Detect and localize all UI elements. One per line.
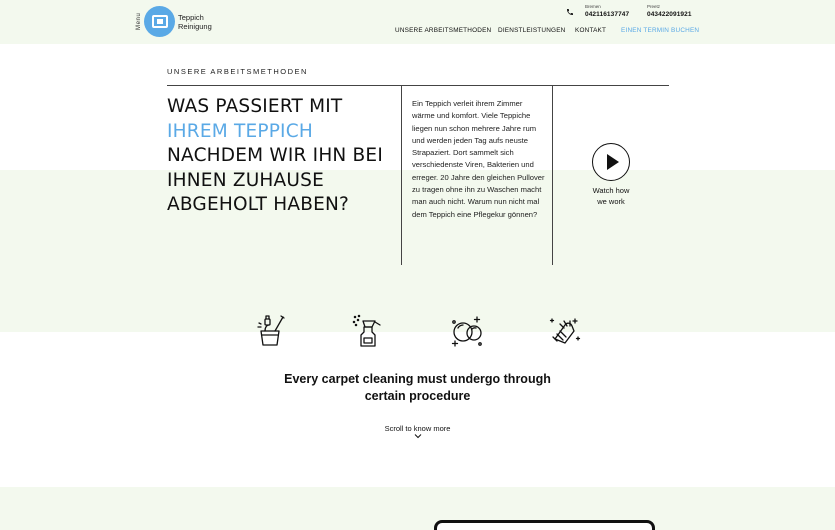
- procedure-heading-line: certain procedure: [364, 389, 471, 403]
- footer-background-band: [0, 487, 835, 530]
- play-video-button[interactable]: [592, 143, 630, 181]
- headline-highlight: IHREM TEPPICH: [167, 120, 313, 142]
- headline-line: WAS PASSIERT MIT: [167, 96, 343, 117]
- headline-line: ABGEHOLT HABEN?: [167, 194, 350, 215]
- next-section-card: [434, 520, 655, 530]
- menu-toggle[interactable]: Menu: [136, 12, 142, 30]
- nav-arbeitsmethoden[interactable]: UNSERE ARBEITSMETHODEN: [395, 27, 492, 34]
- contact-city: Bremen: [585, 4, 601, 9]
- nav-kontakt[interactable]: KONTAKT: [575, 27, 607, 34]
- watch-label-line: Watch how: [592, 186, 630, 195]
- chevron-down-icon[interactable]: [414, 433, 422, 439]
- spray-bottle-icon: [350, 313, 386, 349]
- site-header: [0, 0, 835, 44]
- contact-number[interactable]: 042116137747: [585, 11, 630, 18]
- watch-label-line: we work: [597, 196, 625, 206]
- nav-dienstleistungen[interactable]: DIENSTLEISTUNGEN: [498, 27, 566, 34]
- phone-icon: [566, 8, 574, 16]
- procedure-heading-line: Every carpet cleaning must undergo through: [284, 372, 551, 386]
- logo-line-2: Reinigung: [178, 21, 212, 31]
- column-divider: [401, 85, 402, 265]
- section-eyebrow: UNSERE ARBEITSMETHODEN: [167, 67, 308, 76]
- headline-line: NACHDEM WIR IHN BEI: [167, 145, 383, 166]
- contact-number[interactable]: 043422091921: [647, 11, 692, 18]
- logo-line-1: Teppich: [178, 13, 204, 22]
- section-body-text: Ein Teppich verleit ihrem Zimmer wärme und komfort. Viele Teppiche liegen nun schon mehrere Jahre rum und werden jeden Tag aufs neuste Strapaziert. Dort sammelt sich verschiedenste Viren, Bakterien und erreger. 20 Jahre den gleichen Pullover zu tragen ohne ihn zu Waschen macht man auch nicht. Warum nun nicht mal dem Teppich eine Pflegekur gönnen?: [412, 99, 545, 219]
- section-headline: [167, 95, 397, 218]
- watch-video-label[interactable]: [578, 186, 644, 207]
- soap-bubbles-icon: [449, 313, 485, 349]
- contact-preetz[interactable]: [647, 4, 692, 18]
- logo-text[interactable]: [178, 14, 212, 31]
- procedure-heading: [217, 371, 618, 405]
- contact-city: Preetz: [647, 4, 661, 9]
- section-divider: [167, 85, 669, 86]
- column-divider: [552, 85, 553, 265]
- glove-wipe-icon: [547, 313, 583, 349]
- scroll-to-know-more[interactable]: Scroll to know more: [384, 424, 451, 433]
- nav-termin-buchen[interactable]: EINEN TERMIN BUCHEN: [621, 27, 700, 34]
- logo-icon[interactable]: [144, 6, 175, 37]
- play-icon: [607, 154, 619, 170]
- contact-bremen[interactable]: [585, 4, 629, 18]
- headline-line: IHNEN ZUHAUSE: [167, 169, 324, 191]
- cleaning-bucket-icon: [253, 313, 289, 349]
